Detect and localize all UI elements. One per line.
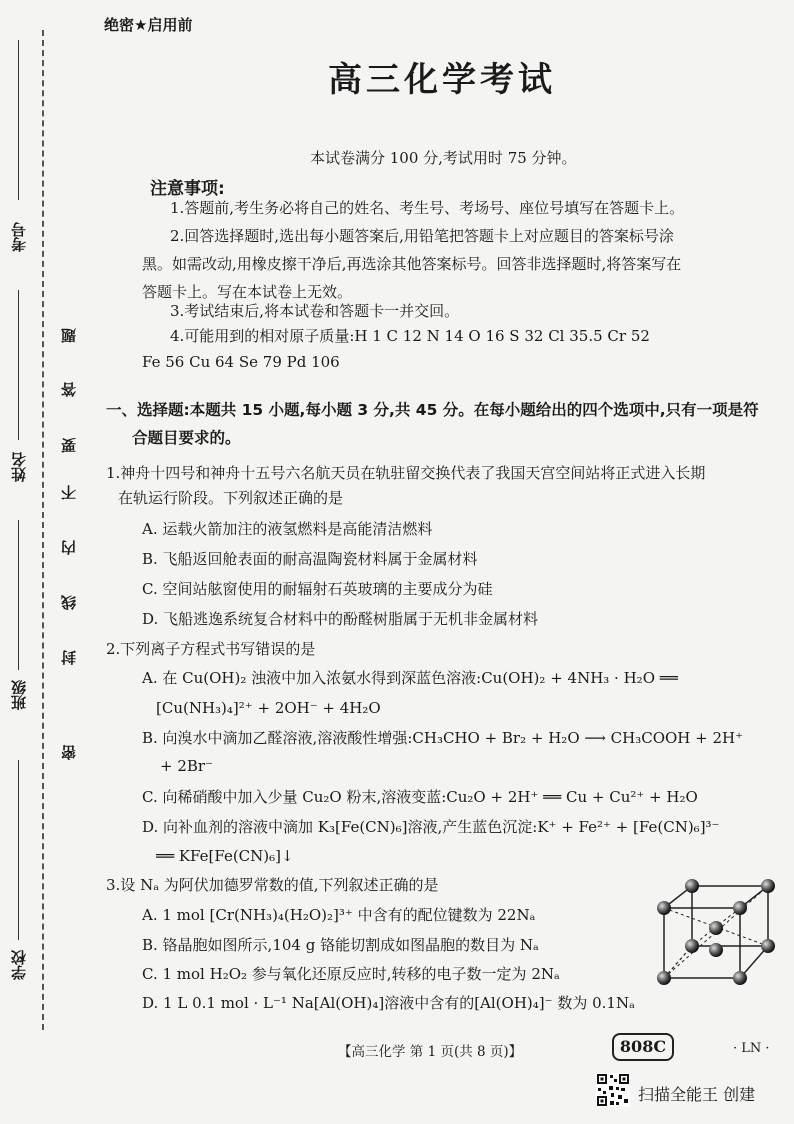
seal-word: 要 [60,438,78,453]
section-heading: 一、选择题:本题共 15 小题,每小题 3 分,共 45 分。在每小题给出的四个选项中,只有一项是符 [106,401,759,419]
note-4: 4.可能用到的相对原子质量:H 1 C 12 N 14 O 16 S 32 Cl 35.5 Cr 52 [170,327,650,345]
q2-option-b: B. 向溴水中滴加乙醛溶液,溶液酸性增强:CH₃CHO + Br₂ + H₂O ⟶ CH₃COOH + 2H⁺ [142,729,744,747]
q3-option-a: A. 1 mol [Cr(NH₃)₄(H₂O)₂]³⁺ 中含有的配位键数为 22Nₐ [142,906,536,924]
note-2: 2.回答选择题时,选出每小题答案后,用铅笔把答题卡上对应题目的答案标号涂 [170,227,674,245]
notes-heading: 注意事项: [150,179,225,199]
school-line [18,760,19,940]
q1-stem-cont: 在轨运行阶段。下列叙述正确的是 [118,489,344,507]
qr-code-icon [596,1073,630,1107]
note-4-cont: Fe 56 Cu 64 Se 79 Pd 106 [142,353,340,371]
fold-line [42,30,44,1030]
name-line [18,290,19,440]
paper-code-badge: 808C [612,1033,674,1061]
seal-word: 封 [60,650,78,665]
q1-option-d: D. 飞船逃逸系统复合材料中的酚醛树脂属于无机非金属材料 [142,610,539,628]
exam-no-label: 考号 [10,222,28,252]
q1-option-c: C. 空间站舷窗使用的耐辐射石英玻璃的主要成分为硅 [142,580,493,598]
q1-option-a: A. 运载火箭加注的液氢燃料是高能清洁燃料 [142,520,433,538]
q2-option-c: C. 向稀硝酸中加入少量 Cu₂O 粉末,溶液变蓝:Cu₂O + 2H⁺ ══ Cu + Cu²⁺ + H₂O [142,788,698,806]
q2-option-b-cont: + 2Br⁻ [160,757,213,775]
note-1: 1.答题前,考生务必将自己的姓名、考生号、考场号、座位号填写在答题卡上。 [170,199,685,217]
q3-option-b: B. 铬晶胞如图所示,104 g 铬能切割成如图晶胞的数目为 Nₐ [142,936,539,954]
q3-option-c: C. 1 mol H₂O₂ 参与氧化还原反应时,转移的电子数一定为 2Nₐ [142,965,560,983]
school-label: 学校 [10,950,28,980]
page-footer: 【高三化学 第 1 页(共 8 页)】 [338,1044,523,1060]
q2-stem: 2.下列离子方程式书写错误的是 [106,640,316,658]
section-heading-cont: 合题目要求的。 [132,429,241,447]
note-2-cont: 答题卡上。写在本试卷上无效。 [142,283,353,301]
score-note: 本试卷满分 100 分,考试用时 75 分钟。 [310,149,577,167]
note-3: 3.考试结束后,将本试卷和答题卡一并交回。 [170,302,460,320]
binding-margin [0,0,96,1124]
seal-word: 密 [60,745,78,760]
note-2-cont: 黑。如需改动,用橡皮擦干净后,再选涂其他答案标号。回答非选择题时,将答案写在 [142,255,682,273]
crystal-cell-diagram [650,868,780,998]
seal-word: 线 [60,595,78,610]
q2-option-a-cont: [Cu(NH₃)₄]²⁺ + 2OH⁻ + 4H₂O [156,699,381,717]
q2-option-d-cont: ══ KFe[Fe(CN)₆]↓ [156,847,294,865]
class-line [18,520,19,670]
region-code: · LN · [733,1041,770,1056]
q3-option-d: D. 1 L 0.1 mol · L⁻¹ Na[Al(OH)₄]溶液中含有的[Al(OH)₄]⁻ 数为 0.1Nₐ [142,994,635,1012]
seal-word: 题 [60,328,78,343]
q1-option-b: B. 飞船返回舱表面的耐高温陶瓷材料属于金属材料 [142,550,478,568]
q2-option-a: A. 在 Cu(OH)₂ 浊液中加入浓氨水得到深蓝色溶液:Cu(OH)₂ + 4NH₃ · H₂O ══ [142,669,678,687]
q1-stem: 1.神舟十四号和神舟十五号六名航天员在轨驻留交换代表了我国天宫空间站将正式进入长期 [106,464,706,482]
scanner-watermark: 扫描全能王 创建 [638,1085,756,1104]
name-label: 姓名 [10,452,28,482]
page-title: 高三化学考试 [328,60,556,100]
q2-option-d: D. 向补血剂的溶液中滴加 K₃[Fe(CN)₆]溶液,产生蓝色沉淀:K⁺ + Fe²⁺ + [Fe(CN)₆]³⁻ [142,818,720,836]
seal-word: 内 [60,540,78,555]
confidential-mark: 绝密★启用前 [104,16,193,34]
seal-word: 答 [60,382,78,397]
q3-stem: 3.设 Nₐ 为阿伏加德罗常数的值,下列叙述正确的是 [106,876,439,894]
class-label: 班级 [10,680,28,710]
seal-word: 不 [60,485,78,500]
